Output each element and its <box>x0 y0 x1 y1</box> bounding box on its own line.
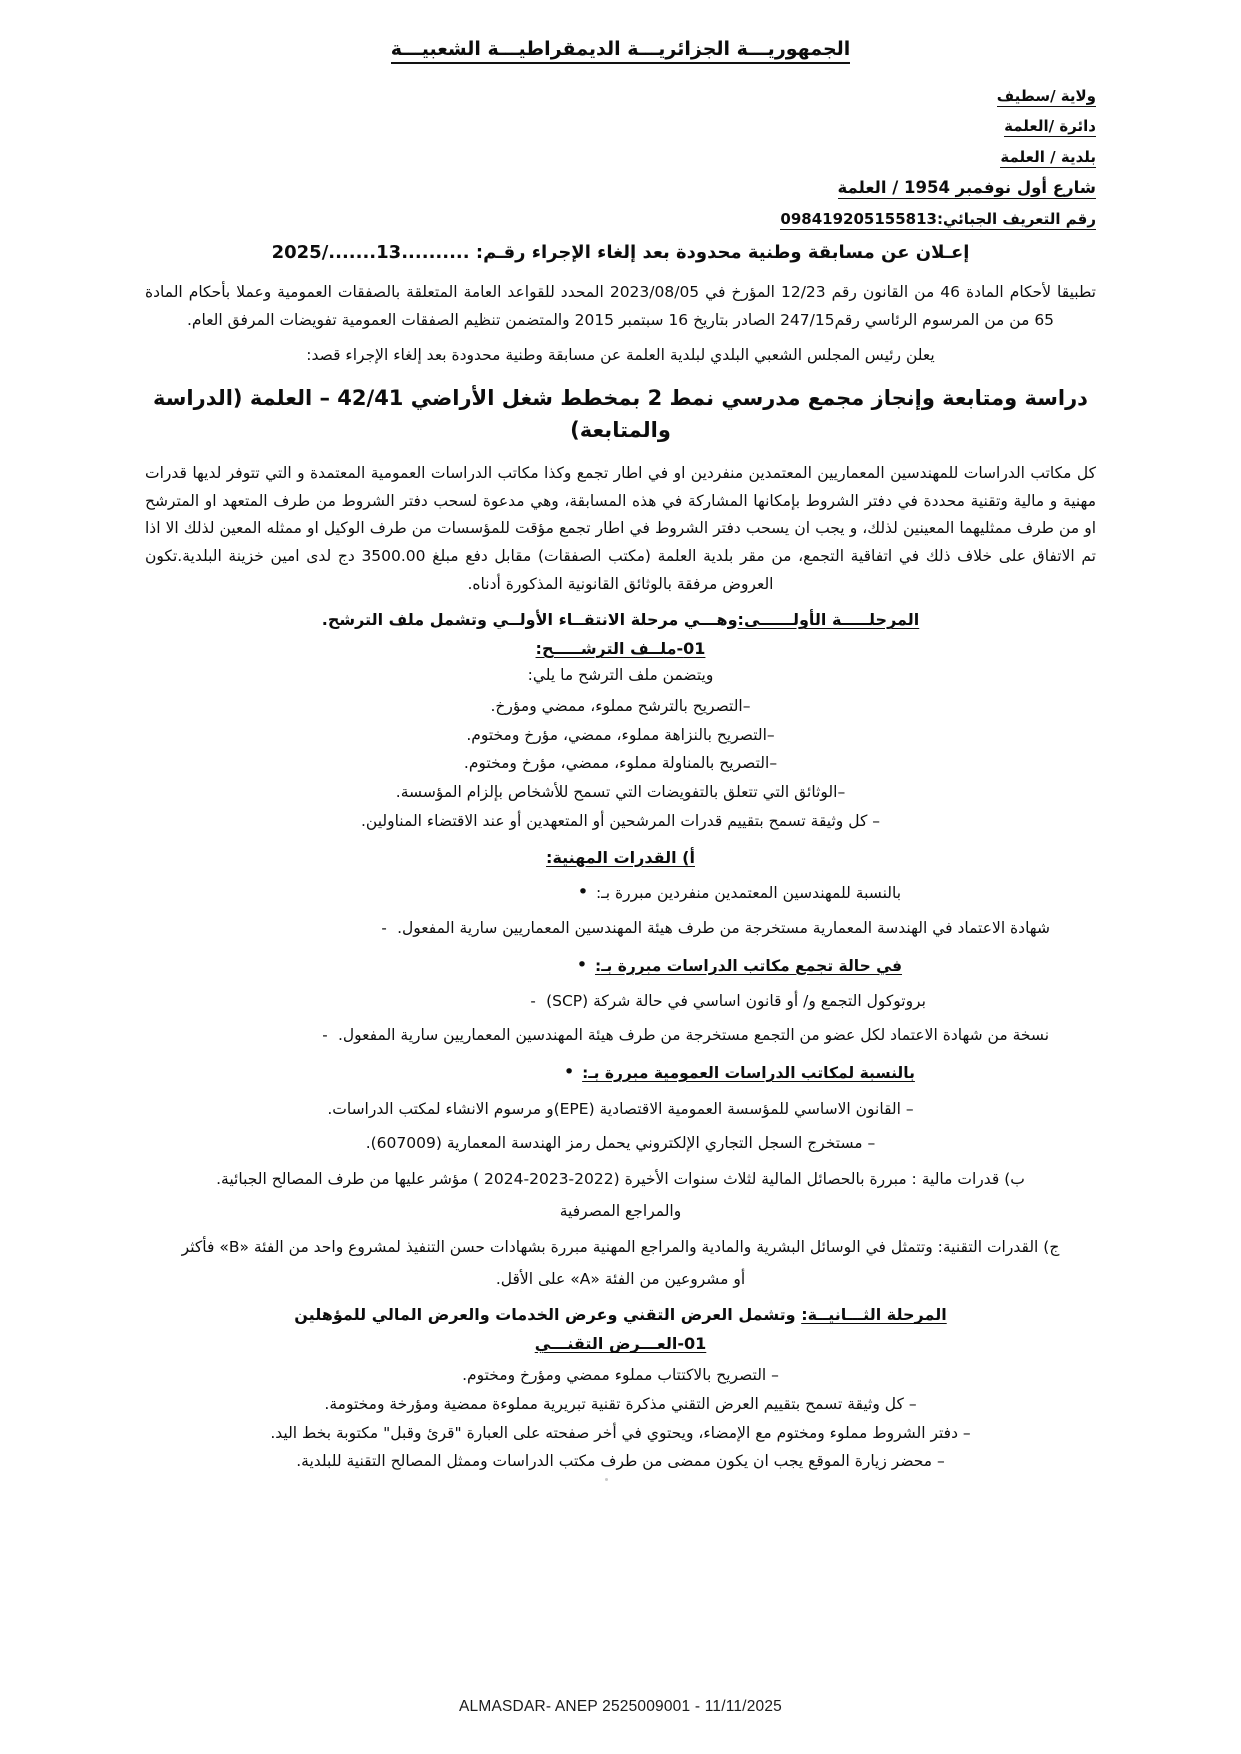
page-footer: ALMASDAR- ANEP 2525009001 - 11/11/2025 <box>459 1698 782 1715</box>
list-item-text: دفتر الشروط مملوء ومختوم مع الإمضاء، ويحتوي في أخر صفحته على العبارة "قرئ وقبل" مكتوبة بخط اليد. <box>270 1423 958 1442</box>
capacity-item-text: شهادة الاعتماد في الهندسة المعمارية مستخرجة من طرف هيئة المهندسين المعماريين سارية المفعول. <box>397 918 1050 937</box>
capacity-item-text: مستخرج السجل التجاري الإلكتروني يحمل رمز الهندسة المعمارية (607009). <box>365 1133 863 1152</box>
admin-line-tax-id <box>145 211 1096 228</box>
scan-speck <box>605 1478 608 1481</box>
candidacy-file-list <box>145 692 1096 835</box>
financial-capacities-text: ب) قدرات مالية : مبررة بالحصائل المالية لثلاث سنوات الأخيرة (2022-2023-2024 ) مؤشر عليها من طرف المصالح الجبائية. <box>216 1169 1025 1188</box>
list-item-text: الوثائق التي تتعلق بالتفويضات التي تسمح للأشخاص بإلزام المؤسسة. <box>395 783 838 802</box>
admin-line-daira <box>145 118 1096 135</box>
phase-one-intro: ويتضمن ملف الترشح ما يلي: <box>527 666 714 685</box>
capacity-item <box>145 1023 1096 1048</box>
list-item: –التصريح بالمناولة مملوء، ممضي، مؤرخ ومختوم. <box>463 754 778 773</box>
capacity-item <box>145 989 1096 1014</box>
legal-basis-paragraph: تطبيقا لأحكام المادة 46 من القانون رقم 12/23 المؤرخ في 2023/08/05 المحدد للقواعد العامة المتعلقة بالصفقات العمومية وعملا بأحكام المادة 65 من من المرسوم الرئاسي رقم247/15 الصادر بتاريخ 16 سبتمبر 2015 والمتضمن تنظيم الصفقات العمومية تفويضات المرفق العام. <box>145 282 1096 329</box>
capacity-item <box>145 916 1096 941</box>
list-item: – دفتر الشروط مملوء ومختوم مع الإمضاء، ويحتوي في أخر صفحته على العبارة "قرئ وقبل" مكتوبة بخط اليد. <box>270 1423 971 1442</box>
phase-one-rest: وهـــي مرحلة الانتقــاء الأولــي وتشمل ملف الترشح. <box>321 610 738 630</box>
phase-one-item-heading <box>145 639 1096 658</box>
street-text: شارع أول نوفمبر 1954 / العلمة <box>837 177 1096 197</box>
capacity-group-title <box>145 877 1096 907</box>
capacity-group-title <box>145 1057 1096 1087</box>
phase-two-rest: وتشمل العرض التقني وعرض الخدمات والعرض المالي للمؤهلين <box>294 1305 796 1325</box>
eligibility-paragraph: كل مكاتب الدراسات للمهندسين المعماريين المعتمدين منفردين او في اطار تجمع وكذا مكاتب الدراسات العمومية المعتمدة و التي تتوفر لديها قدرات مهنية و مالية وتقنية محددة في دفتر الشروط بإمكانها المشاركة في هذه المسابقة، وهي مدعوة لسحب دفتر الشروط من طرف المتعهد او المترشح او من طرف ممثليهما المعينين لذلك، و يجب ان يسحب دفتر الشروط في اطار تجمع مؤقت للمؤسسات من طرف الوكيل او ممثله المعين لذلك الا اذا تم الاتفاق على خلاف ذلك في اتفاقية التجمع، من مقر بلدية العلمة (مكتب الصفقات) مقابل دفع مبلغ 3500.00 دج لدى امين خزينة البلدية.تكون العروض مرفقة بالوثائق القانونية المذكورة أدناه. <box>145 464 1096 593</box>
technical-capacities-tail: أو مشروعين من الفئة «A» على الأقل. <box>495 1269 746 1288</box>
capacity-group-title-text: في حالة تجمع مكاتب الدراسات مبررة بـ: <box>595 956 902 975</box>
capacity-group-title <box>145 950 1096 980</box>
list-item-text: التصريح بالنزاهة مملوء، ممضي، مؤرخ ومختوم. <box>466 725 767 744</box>
professional-capacities-label: أ) القدرات المهنية: <box>546 847 695 867</box>
capacity-item-text: بروتوكول التجمع و/ أو قانون اساسي في حالة شركة (SCP) <box>546 992 926 1011</box>
tax-id-text: رقم التعريف الجبائي:098419205155813 <box>780 209 1096 228</box>
phase-one-heading <box>145 610 1096 629</box>
national-header-text: الجمهوريـــة الجزائريـــة الديمقراطيـــة الشعبيـــة <box>391 38 851 64</box>
technical-capacities <box>145 1234 1096 1262</box>
baladia-text: بلدية / العلمة <box>1000 147 1096 166</box>
capacity-group-title-text: بالنسبة للمهندسين المعتمدين منفردين مبررة بـ: <box>595 883 902 902</box>
admin-line-wilaya <box>145 88 1096 105</box>
list-item: – التصريح بالاكتتاب مملوء ممضي ومؤرخ ومختوم. <box>462 1366 779 1385</box>
dash-icon: - <box>381 918 387 937</box>
phase-two-item-heading <box>145 1334 1096 1353</box>
project-title: دراسة ومتابعة وإنجاز مجمع مدرسي نمط 2 بمخطط شغل الأراضي 42/41 – العلمة (الدراسة والمتابعة) <box>153 386 1088 442</box>
admin-address-block <box>145 88 1096 228</box>
admin-line-baladia <box>145 149 1096 166</box>
bullet-icon: • <box>577 880 589 903</box>
announcer-line: يعلن رئيس المجلس الشعبي البلدي لبلدية العلمة عن مسابقة وطنية محدودة بعد إلغاء الإجراء قصد: <box>306 346 935 365</box>
dash-icon: - <box>322 1025 328 1044</box>
phase-one-label: المرحلـــــة الأولــــــى: <box>737 610 920 630</box>
list-item-text: محضر زيارة الموقع يجب ان يكون ممضى من طرف مكتب الدراسات وممثل المصالح التقنية للبلدية. <box>296 1452 933 1471</box>
list-item: – كل وثيقة تسمح بتقييم قدرات المرشحين أو المتعهدين أو عند الاقتضاء المناولين. <box>360 811 881 830</box>
list-item-text: التصريح بالمناولة مملوء، ممضي، مؤرخ ومختوم. <box>463 754 770 773</box>
list-item-text: كل وثيقة تسمح بتقييم العرض التقني مذكرة تقنية تبريرية مملوءة ممضية ومؤرخة ومختومة. <box>324 1395 904 1414</box>
phase-two-heading <box>145 1305 1096 1324</box>
list-item: –التصريح بالنزاهة مملوء، ممضي، مؤرخ ومختوم. <box>466 725 775 744</box>
list-item: –التصريح بالترشح مملوء، ممضي ومؤرخ. <box>490 697 751 716</box>
capacity-group-title-text: بالنسبة لمكاتب الدراسات العمومية مبررة بـ: <box>582 1063 915 1082</box>
bullet-icon: • <box>576 953 588 976</box>
list-item-text: التصريح بالاكتتاب مملوء ممضي ومؤرخ ومختوم. <box>462 1366 767 1385</box>
dash-icon: - <box>530 992 536 1011</box>
capacity-item: – مستخرج السجل التجاري الإلكتروني يحمل رمز الهندسة المعمارية (607009). <box>365 1133 876 1152</box>
list-item: – محضر زيارة الموقع يجب ان يكون ممضى من طرف مكتب الدراسات وممثل المصالح التقنية للبلدية. <box>296 1452 945 1471</box>
technical-capacities-text: ج) القدرات التقنية: وتتمثل في الوسائل البشرية والمادية والمراجع المهنية مبررة بشهادات حسن التنفيذ لمشروع واحد من الفئة «B» فأكثر <box>181 1237 1060 1256</box>
technical-offer-label: 01-العـــرض التقنـــي <box>534 1334 707 1354</box>
list-item: –الوثائق التي تتعلق بالتفويضات التي تسمح للأشخاص بإلزام المؤسسة. <box>395 783 846 802</box>
financial-capacities <box>145 1166 1096 1194</box>
candidacy-file-label: 01-ملــف الترشـــــح: <box>535 639 706 659</box>
financial-capacities-tail: والمراجع المصرفية <box>559 1201 682 1220</box>
capacity-item-text: نسخة من شهادة الاعتماد لكل عضو من التجمع مستخرجة من طرف هيئة المهندسين المعماريين سارية المفعول. <box>337 1025 1050 1044</box>
list-item-text: التصريح بالترشح مملوء، ممضي ومؤرخ. <box>490 697 743 716</box>
list-item-text: كل وثيقة تسمح بتقييم قدرات المرشحين أو المتعهدين أو عند الاقتضاء المناولين. <box>360 811 868 830</box>
national-header <box>145 38 1096 62</box>
announcement-title: إعـلان عن مسابقة وطنية محدودة بعد إلغاء الإجراء رقـم: ..........13......./2025 <box>271 241 970 263</box>
technical-offer-list <box>145 1361 1096 1476</box>
capacity-item: – القانون الاساسي للمؤسسة العمومية الاقتصادية (EPE)و مرسوم الانشاء لمكتب الدراسات. <box>327 1100 914 1119</box>
professional-capacities-heading <box>145 848 1096 867</box>
bullet-icon: • <box>563 1060 575 1083</box>
phase-two-label: المرحلة الثـــانيــة: <box>801 1305 947 1325</box>
list-item: – كل وثيقة تسمح بتقييم العرض التقني مذكرة تقنية تبريرية مملوءة ممضية ومؤرخة ومختومة. <box>324 1395 917 1414</box>
daira-text: دائرة /العلمة <box>1004 117 1096 136</box>
wilaya-text: ولاية /سطيف <box>996 87 1096 105</box>
capacity-item-text: القانون الاساسي للمؤسسة العمومية الاقتصادية (EPE)و مرسوم الانشاء لمكتب الدراسات. <box>327 1100 901 1119</box>
admin-line-street <box>145 179 1096 198</box>
